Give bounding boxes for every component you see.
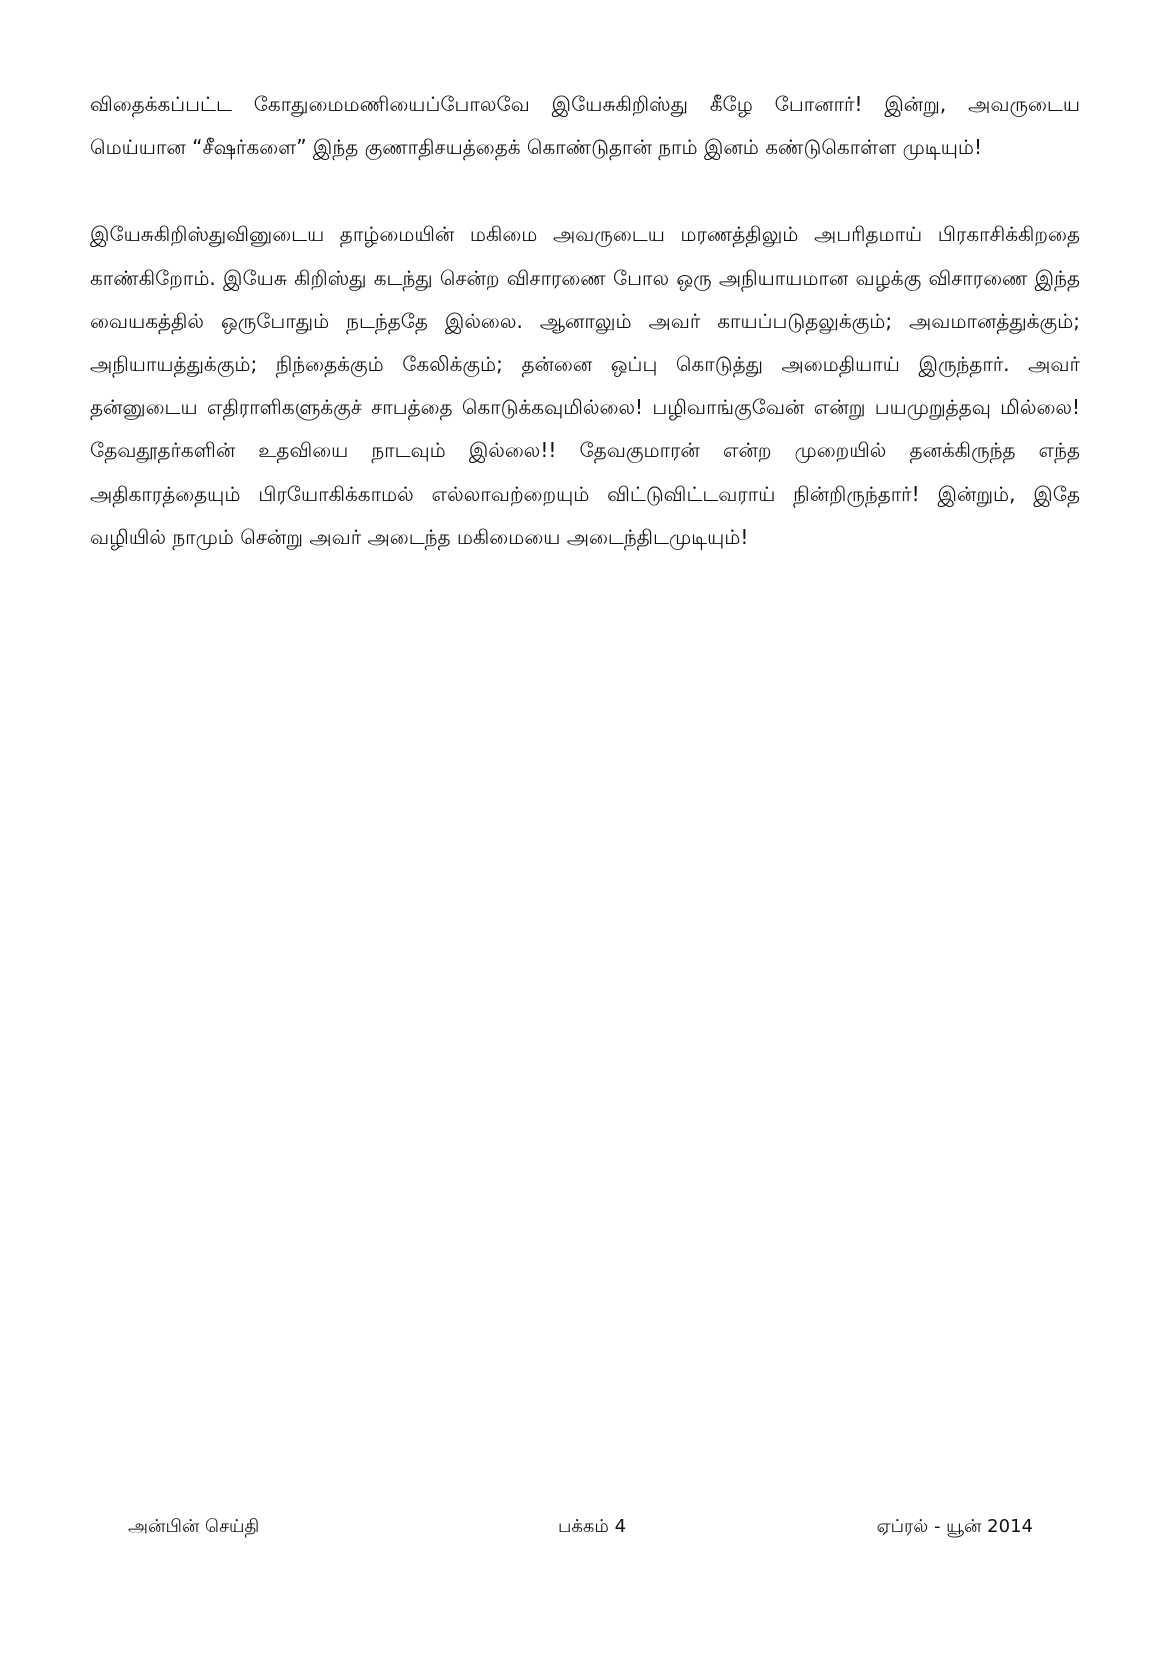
footer-page-number: பக்கம் 4 <box>558 1516 627 1537</box>
page-footer <box>0 1516 1167 1546</box>
article-body <box>90 83 1080 603</box>
footer-publication-name: அன்பின் செய்தி <box>128 1516 260 1537</box>
paragraph-2: இயேசுகிறிஸ்துவினுடைய தாழ்மையின் மகிமை அவருடைய மரணத்திலும் அபரிதமாய் பிரகாசிக்கிறதை காண்கிறோம். இயேசு கிறிஸ்து கடந்து சென்ற விசாரணை போல ஒரு அநியாயமான வழக்கு விசாரணை இந்த வையகத்தில் ஒருபோதும் நடந்ததே இல்லை. ஆனாலும் அவர் காயப்படுதலுக்கும்; அவமானத்துக்கும்; அநியாயத்துக்கும்; நிந்தைக்கும் கேலிக்கும்; தன்னை ஒப்பு கொடுத்து அமைதியாய் இருந்தார். அவர் தன்னுடைய எதிராளிகளுக்குச் சாபத்தை கொடுக்கவுமில்லை! பழிவாங்குவேன் என்று பயமுறுத்தவு மில்லை! தேவதூதர்களின் உதவியை நாடவும் இல்லை!! தேவகுமாரன் என்ற முறையில் தனக்கிருந்த எந்த அதிகாரத்தையும் பிரயோகிக்காமல் எல்லாவற்றையும் விட்டுவிட்டவராய் நின்றிருந்தார்! இன்றும், இதே வழியில் நாமும் சென்று அவர் அடைந்த மகிமையை அடைந்திடமுடியும்! <box>90 222 1080 549</box>
paragraph-1: விதைக்கப்பட்ட கோதுமைமணியைப்போலவே இயேசுகிறிஸ்து கீழே போனார்! இன்று, அவருடைய மெய்யான “சீஷர்களை” இந்த குணாதிசயத்தைக் கொண்டுதான் நாம் இனம் கண்டுகொள்ள முடியும்! <box>90 92 1080 160</box>
footer-issue-date: ஏப்ரல் - யூன் 2014 <box>876 1516 1033 1537</box>
